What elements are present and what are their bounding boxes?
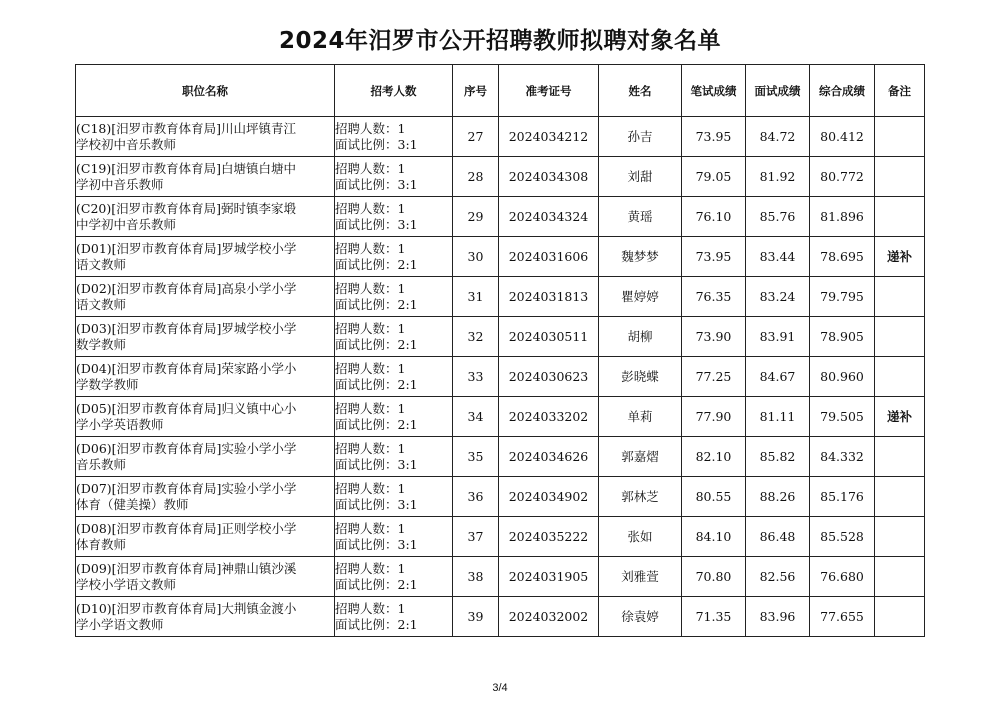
interview-ratio: 面试比例：3:1 [335,536,418,552]
exam-no-cell: 2024030511 [499,317,599,357]
written-score-cell: 73.95 [682,237,746,277]
position-line-1: (C18)[汨罗市教育体育局]川山坪镇青江 [76,120,296,136]
exam-no-cell: 2024035222 [499,517,599,557]
note-cell [875,517,925,557]
header-requirement: 招考人数 [335,65,453,117]
exam-no-cell: 2024034902 [499,477,599,517]
table-row [76,557,925,597]
header-position: 职位名称 [76,65,335,117]
exam-no-cell: 2024034626 [499,437,599,477]
position-line-2: 学初中音乐教师 [76,176,164,192]
total-score-cell: 79.505 [810,397,875,437]
note-cell [875,477,925,517]
position-cell [76,517,335,557]
interview-ratio: 面试比例：3:1 [335,216,418,232]
name-cell: 郭林芝 [599,477,682,517]
seq-cell: 38 [453,557,499,597]
position-cell [76,157,335,197]
hiring-count: 招聘人数：1 [335,160,406,176]
hiring-count: 招聘人数：1 [335,560,406,576]
requirement-cell [335,357,453,397]
position-line-2: 语文教师 [76,256,127,272]
interview-ratio: 面试比例：3:1 [335,456,418,472]
header-exam-no: 准考证号 [499,65,599,117]
interview-score-cell: 83.96 [746,597,810,637]
header-interview-score: 面试成绩 [746,65,810,117]
position-line-2: 学小学英语教师 [76,416,164,432]
interview-score-cell: 84.67 [746,357,810,397]
position-line-2: 中学初中音乐教师 [76,216,177,232]
name-cell: 孙吉 [599,117,682,157]
hiring-count: 招聘人数：1 [335,360,406,376]
written-score-cell: 73.95 [682,117,746,157]
interview-ratio: 面试比例：2:1 [335,336,418,352]
interview-score-cell: 85.76 [746,197,810,237]
note-cell: 递补 [875,397,925,437]
note-cell [875,437,925,477]
table-row [76,157,925,197]
name-cell: 张如 [599,517,682,557]
note-cell [875,317,925,357]
table-row [76,117,925,157]
page-title: 2024年汨罗市公开招聘教师拟聘对象名单 [278,28,721,54]
position-line-1: (D02)[汨罗市教育体育局]高泉小学小学 [76,280,297,296]
requirement-cell [335,277,453,317]
exam-no-cell: 2024031905 [499,557,599,597]
total-score-cell: 78.695 [810,237,875,277]
hiring-count: 招聘人数：1 [335,440,406,456]
total-score-cell: 80.772 [810,157,875,197]
position-cell [76,237,335,277]
seq-cell: 27 [453,117,499,157]
position-cell [76,477,335,517]
written-score-cell: 77.25 [682,357,746,397]
written-score-cell: 70.80 [682,557,746,597]
note-cell [875,557,925,597]
total-score-cell: 84.332 [810,437,875,477]
interview-score-cell: 83.24 [746,277,810,317]
exam-no-cell: 2024034308 [499,157,599,197]
seq-cell: 29 [453,197,499,237]
requirement-cell [335,477,453,517]
hiring-count: 招聘人数：1 [335,120,406,136]
exam-no-cell: 2024034324 [499,197,599,237]
interview-ratio: 面试比例：3:1 [335,136,418,152]
written-score-cell: 79.05 [682,157,746,197]
table-row [76,277,925,317]
interview-ratio: 面试比例：3:1 [335,176,418,192]
exam-no-cell: 2024034212 [499,117,599,157]
hiring-count: 招聘人数：1 [335,280,406,296]
interview-score-cell: 83.44 [746,237,810,277]
total-score-cell: 85.176 [810,477,875,517]
seq-cell: 34 [453,397,499,437]
seq-cell: 33 [453,357,499,397]
interview-ratio: 面试比例：2:1 [335,616,418,632]
position-cell [76,117,335,157]
note-cell [875,597,925,637]
interview-ratio: 面试比例：3:1 [335,496,418,512]
position-cell [76,437,335,477]
name-cell: 黄瑶 [599,197,682,237]
name-cell: 魏梦梦 [599,237,682,277]
hiring-count: 招聘人数：1 [335,400,406,416]
interview-score-cell: 84.72 [746,117,810,157]
requirement-cell [335,317,453,357]
interview-score-cell: 83.91 [746,317,810,357]
position-line-2: 语文教师 [76,296,127,312]
position-line-1: (D03)[汨罗市教育体育局]罗城学校小学 [76,320,297,336]
position-line-2: 体育（健美操）教师 [76,496,189,512]
position-line-1: (D10)[汨罗市教育体育局]大荆镇金渡小 [76,600,297,616]
seq-cell: 32 [453,317,499,357]
position-line-1: (D01)[汨罗市教育体育局]罗城学校小学 [76,240,297,256]
total-score-cell: 76.680 [810,557,875,597]
position-line-2: 学小学语文教师 [76,616,164,632]
total-score-cell: 80.960 [810,357,875,397]
exam-no-cell: 2024031606 [499,237,599,277]
interview-score-cell: 88.26 [746,477,810,517]
written-score-cell: 77.90 [682,397,746,437]
position-line-2: 体育教师 [76,536,127,552]
total-score-cell: 85.528 [810,517,875,557]
total-score-cell: 78.905 [810,317,875,357]
seq-cell: 31 [453,277,499,317]
note-cell [875,157,925,197]
position-line-2: 学校初中音乐教师 [76,136,177,152]
name-cell: 胡柳 [599,317,682,357]
position-line-2: 学校小学语文教师 [76,576,177,592]
hiring-count: 招聘人数：1 [335,320,406,336]
requirement-cell [335,557,453,597]
position-line-1: (D08)[汨罗市教育体育局]正则学校小学 [76,520,297,536]
position-line-1: (C19)[汨罗市教育体育局]白塘镇白塘中 [76,160,296,176]
note-cell [875,277,925,317]
hiring-count: 招聘人数：1 [335,200,406,216]
position-line-1: (D05)[汨罗市教育体育局]归义镇中心小 [76,400,297,416]
note-cell: 递补 [875,237,925,277]
position-line-1: (D07)[汨罗市教育体育局]实验小学小学 [76,480,297,496]
interview-ratio: 面试比例：2:1 [335,256,418,272]
interview-score-cell: 81.92 [746,157,810,197]
requirement-cell [335,517,453,557]
written-score-cell: 71.35 [682,597,746,637]
seq-cell: 28 [453,157,499,197]
table-row [76,597,925,637]
position-line-1: (D04)[汨罗市教育体育局]荣家路小学小 [76,360,297,376]
name-cell: 刘雅萱 [599,557,682,597]
hiring-count: 招聘人数：1 [335,600,406,616]
page-number: 3/4 [492,682,508,694]
header-name: 姓名 [599,65,682,117]
table-row [76,517,925,557]
position-cell [76,317,335,357]
interview-ratio: 面试比例：2:1 [335,576,418,592]
header-total-score: 综合成绩 [810,65,875,117]
position-cell [76,357,335,397]
interview-ratio: 面试比例：2:1 [335,416,418,432]
header-note: 备注 [875,65,925,117]
name-cell: 瞿婷婷 [599,277,682,317]
table-row [76,197,925,237]
interview-score-cell: 82.56 [746,557,810,597]
written-score-cell: 84.10 [682,517,746,557]
name-cell: 彭晓蝶 [599,357,682,397]
note-cell [875,357,925,397]
interview-score-cell: 81.11 [746,397,810,437]
exam-no-cell: 2024032002 [499,597,599,637]
written-score-cell: 80.55 [682,477,746,517]
interview-ratio: 面试比例：2:1 [335,376,418,392]
position-cell [76,597,335,637]
table-row [76,437,925,477]
position-cell [76,277,335,317]
header-written-score: 笔试成绩 [682,65,746,117]
hiring-count: 招聘人数：1 [335,240,406,256]
seq-cell: 37 [453,517,499,557]
seq-cell: 36 [453,477,499,517]
total-score-cell: 80.412 [810,117,875,157]
requirement-cell [335,597,453,637]
table-row [76,237,925,277]
requirement-cell [335,197,453,237]
candidate-table [75,64,925,637]
position-line-1: (D09)[汨罗市教育体育局]神鼎山镇沙溪 [76,560,297,576]
name-cell: 刘甜 [599,157,682,197]
requirement-cell [335,437,453,477]
hiring-count: 招聘人数：1 [335,480,406,496]
written-score-cell: 82.10 [682,437,746,477]
exam-no-cell: 2024033202 [499,397,599,437]
seq-cell: 30 [453,237,499,277]
requirement-cell [335,397,453,437]
name-cell: 徐袁婷 [599,597,682,637]
table-row [76,317,925,357]
total-score-cell: 77.655 [810,597,875,637]
hiring-count: 招聘人数：1 [335,520,406,536]
exam-no-cell: 2024030623 [499,357,599,397]
position-line-2: 数学教师 [76,336,127,352]
requirement-cell [335,157,453,197]
requirement-cell [335,117,453,157]
position-cell [76,197,335,237]
interview-score-cell: 85.82 [746,437,810,477]
requirement-cell [335,237,453,277]
table-row [76,357,925,397]
total-score-cell: 81.896 [810,197,875,237]
table-row [76,477,925,517]
exam-no-cell: 2024031813 [499,277,599,317]
seq-cell: 35 [453,437,499,477]
position-line-1: (C20)[汨罗市教育体育局]弼时镇李家塅 [76,200,296,216]
position-cell [76,557,335,597]
seq-cell: 39 [453,597,499,637]
interview-score-cell: 86.48 [746,517,810,557]
position-line-2: 学数学教师 [76,376,139,392]
note-cell [875,197,925,237]
position-cell [76,397,335,437]
interview-ratio: 面试比例：2:1 [335,296,418,312]
note-cell [875,117,925,157]
table-row [76,397,925,437]
written-score-cell: 76.10 [682,197,746,237]
name-cell: 郭嘉熠 [599,437,682,477]
header-row [76,65,925,117]
written-score-cell: 73.90 [682,317,746,357]
position-line-2: 音乐教师 [76,456,127,472]
written-score-cell: 76.35 [682,277,746,317]
position-line-1: (D06)[汨罗市教育体育局]实验小学小学 [76,440,297,456]
header-seq: 序号 [453,65,499,117]
name-cell: 单莉 [599,397,682,437]
total-score-cell: 79.795 [810,277,875,317]
